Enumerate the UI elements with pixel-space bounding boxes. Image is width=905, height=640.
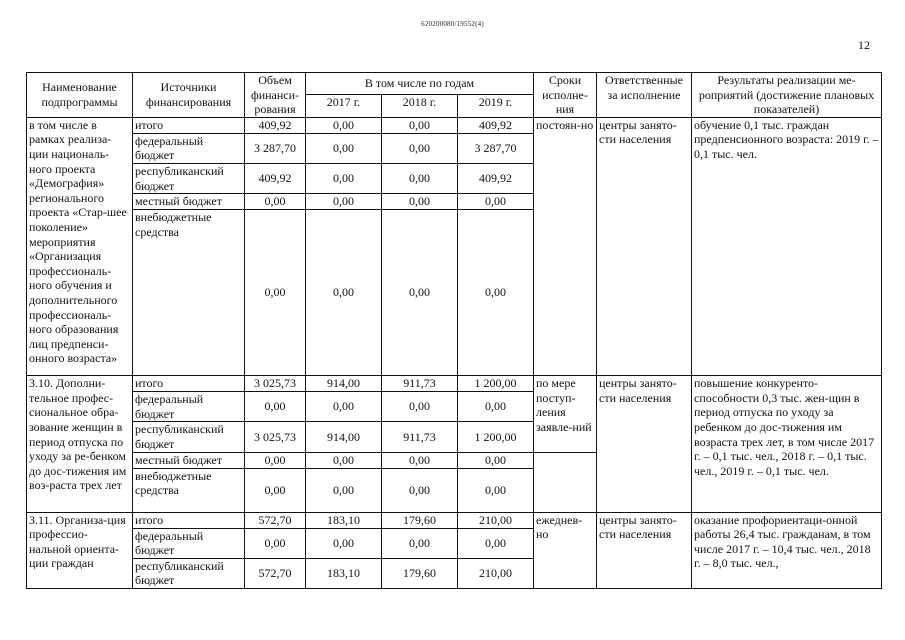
results-text: обучение 0,1 тыс. граждан предпенсионного возраста: 2019 г. – 0,1 тыс. чел.: [692, 117, 882, 375]
results-text: оказание профориентаци-онной работы 26,4 тыс. гражданам, в том числе 2017 г. – 10,4 тыс. чел., 2018 г. – 8,0 тыс. чел.,: [692, 512, 882, 588]
year-value-2018: 0,00: [382, 194, 458, 210]
year-value-2018: 0,00: [382, 163, 458, 193]
year-value-2017: 183,10: [306, 512, 382, 528]
year-value-2017: 183,10: [306, 558, 382, 588]
page-number: 12: [858, 38, 870, 52]
year-value-2019: 409,92: [458, 163, 534, 193]
execution-term: постоян-но: [534, 117, 597, 375]
year-value-2018: 0,00: [382, 528, 458, 558]
header-year-2018: 2018 г.: [382, 95, 458, 117]
year-value-2018: 0,00: [382, 117, 458, 133]
year-value-2017: 0,00: [306, 210, 382, 376]
execution-term: по мере поступ-ления заявле-ний: [534, 376, 597, 452]
subprogram-name: 3.10. Дополни-тельное профес-сиональное обра-зование женщин в период отпуска по уходу за ре-бенком до дос-тижения им воз-раста трех лет: [27, 376, 133, 512]
financing-source: республиканский бюджет: [133, 558, 245, 588]
year-value-2019: 0,00: [458, 392, 534, 422]
header-results: Результаты реализации ме-роприятий (достижение плановых показателей): [692, 73, 882, 118]
financing-volume: 409,92: [245, 117, 306, 133]
header-row: [27, 73, 882, 95]
year-value-2018: 911,73: [382, 376, 458, 392]
year-value-2017: 914,00: [306, 376, 382, 392]
financing-volume: 3 287,70: [245, 133, 306, 163]
header-responsible: Ответственные за исполнение: [597, 73, 692, 118]
financing-volume: 409,92: [245, 163, 306, 193]
table-row: [27, 512, 882, 528]
year-value-2019: 409,92: [458, 117, 534, 133]
year-value-2019: 1 200,00: [458, 422, 534, 452]
financing-source: итого: [133, 117, 245, 133]
year-value-2017: 0,00: [306, 468, 382, 512]
execution-term-empty: [534, 452, 597, 512]
financing-volume: 0,00: [245, 468, 306, 512]
results-text: повышение конкуренто-способности 0,3 тыс. жен-щин в период отпуска по уходу за ребенком до дос-тижения им возраста трех лет, в том числе 2017 г. – 0,1 тыс. чел., 2018 г. – 0,1 тыс. чел., 2019 г. – 0,1 тыс. чел.: [692, 376, 882, 512]
year-value-2019: 0,00: [458, 194, 534, 210]
year-value-2017: 0,00: [306, 163, 382, 193]
financing-source: итого: [133, 376, 245, 392]
header-year-2017: 2017 г.: [306, 95, 382, 117]
responsible-party: центры занято-сти населения: [597, 376, 692, 512]
year-value-2018: 0,00: [382, 452, 458, 468]
year-value-2017: 914,00: [306, 422, 382, 452]
year-value-2018: 911,73: [382, 422, 458, 452]
year-value-2017: 0,00: [306, 194, 382, 210]
financing-volume: 3 025,73: [245, 376, 306, 392]
year-value-2019: 0,00: [458, 468, 534, 512]
execution-term: ежеднев-но: [534, 512, 597, 588]
financing-source: республиканский бюджет: [133, 422, 245, 452]
year-value-2018: 0,00: [382, 133, 458, 163]
header-name: Наименование подпрограммы: [27, 73, 133, 118]
year-value-2019: 3 287,70: [458, 133, 534, 163]
financing-source: внебюджетные средства: [133, 468, 245, 512]
header-volume: Объем финанси-рования: [245, 73, 306, 118]
header-sources: Источники финансирования: [133, 73, 245, 118]
year-value-2017: 0,00: [306, 452, 382, 468]
year-value-2018: 179,60: [382, 512, 458, 528]
financing-source: итого: [133, 512, 245, 528]
financing-volume: 572,70: [245, 512, 306, 528]
financing-source: местный бюджет: [133, 452, 245, 468]
financing-volume: 0,00: [245, 452, 306, 468]
financing-source: внебюджетные средства: [133, 210, 245, 376]
table-body: [27, 73, 882, 589]
financing-source: федеральный бюджет: [133, 133, 245, 163]
financing-volume: 0,00: [245, 392, 306, 422]
responsible-party: центры занято-сти населения: [597, 512, 692, 588]
year-value-2018: 0,00: [382, 392, 458, 422]
year-value-2019: 0,00: [458, 452, 534, 468]
year-value-2017: 0,00: [306, 392, 382, 422]
subprogram-name: в том числе в рамках реализа-ции националь-ного проекта «Демография» регионального проекта «Стар-шее поколение» мероприятия «Организация профессиональ-ного обучения и дополнительного профессиональ-ного образования лиц предпенси-онного возраста»: [27, 117, 133, 375]
year-value-2019: 0,00: [458, 528, 534, 558]
financing-volume: 0,00: [245, 194, 306, 210]
financing-source: федеральный бюджет: [133, 528, 245, 558]
year-value-2019: 210,00: [458, 558, 534, 588]
header-by-years: В том числе по годам: [306, 73, 534, 95]
financing-volume: 572,70: [245, 558, 306, 588]
year-value-2018: 179,60: [382, 558, 458, 588]
year-value-2017: 0,00: [306, 528, 382, 558]
financing-source: местный бюджет: [133, 194, 245, 210]
financing-volume: 3 025,73: [245, 422, 306, 452]
year-value-2017: 0,00: [306, 133, 382, 163]
financing-volume: 0,00: [245, 210, 306, 376]
header-year-2019: 2019 г.: [458, 95, 534, 117]
financing-volume: 0,00: [245, 528, 306, 558]
subprogram-name: 3.11. Организа-ция профессио-нальной ориента-ции граждан: [27, 512, 133, 588]
document-id: 620200080/19552(4): [421, 20, 484, 28]
year-value-2019: 210,00: [458, 512, 534, 528]
year-value-2019: 1 200,00: [458, 376, 534, 392]
financing-source: республиканский бюджет: [133, 163, 245, 193]
year-value-2017: 0,00: [306, 117, 382, 133]
table-row: [27, 376, 882, 392]
year-value-2018: 0,00: [382, 468, 458, 512]
header-terms: Сроки исполне-ния: [534, 73, 597, 118]
table-row: [27, 117, 882, 133]
year-value-2019: 0,00: [458, 210, 534, 376]
year-value-2018: 0,00: [382, 210, 458, 376]
financing-table: [26, 72, 882, 589]
responsible-party: центры занято-сти населения: [597, 117, 692, 375]
financing-source: федеральный бюджет: [133, 392, 245, 422]
